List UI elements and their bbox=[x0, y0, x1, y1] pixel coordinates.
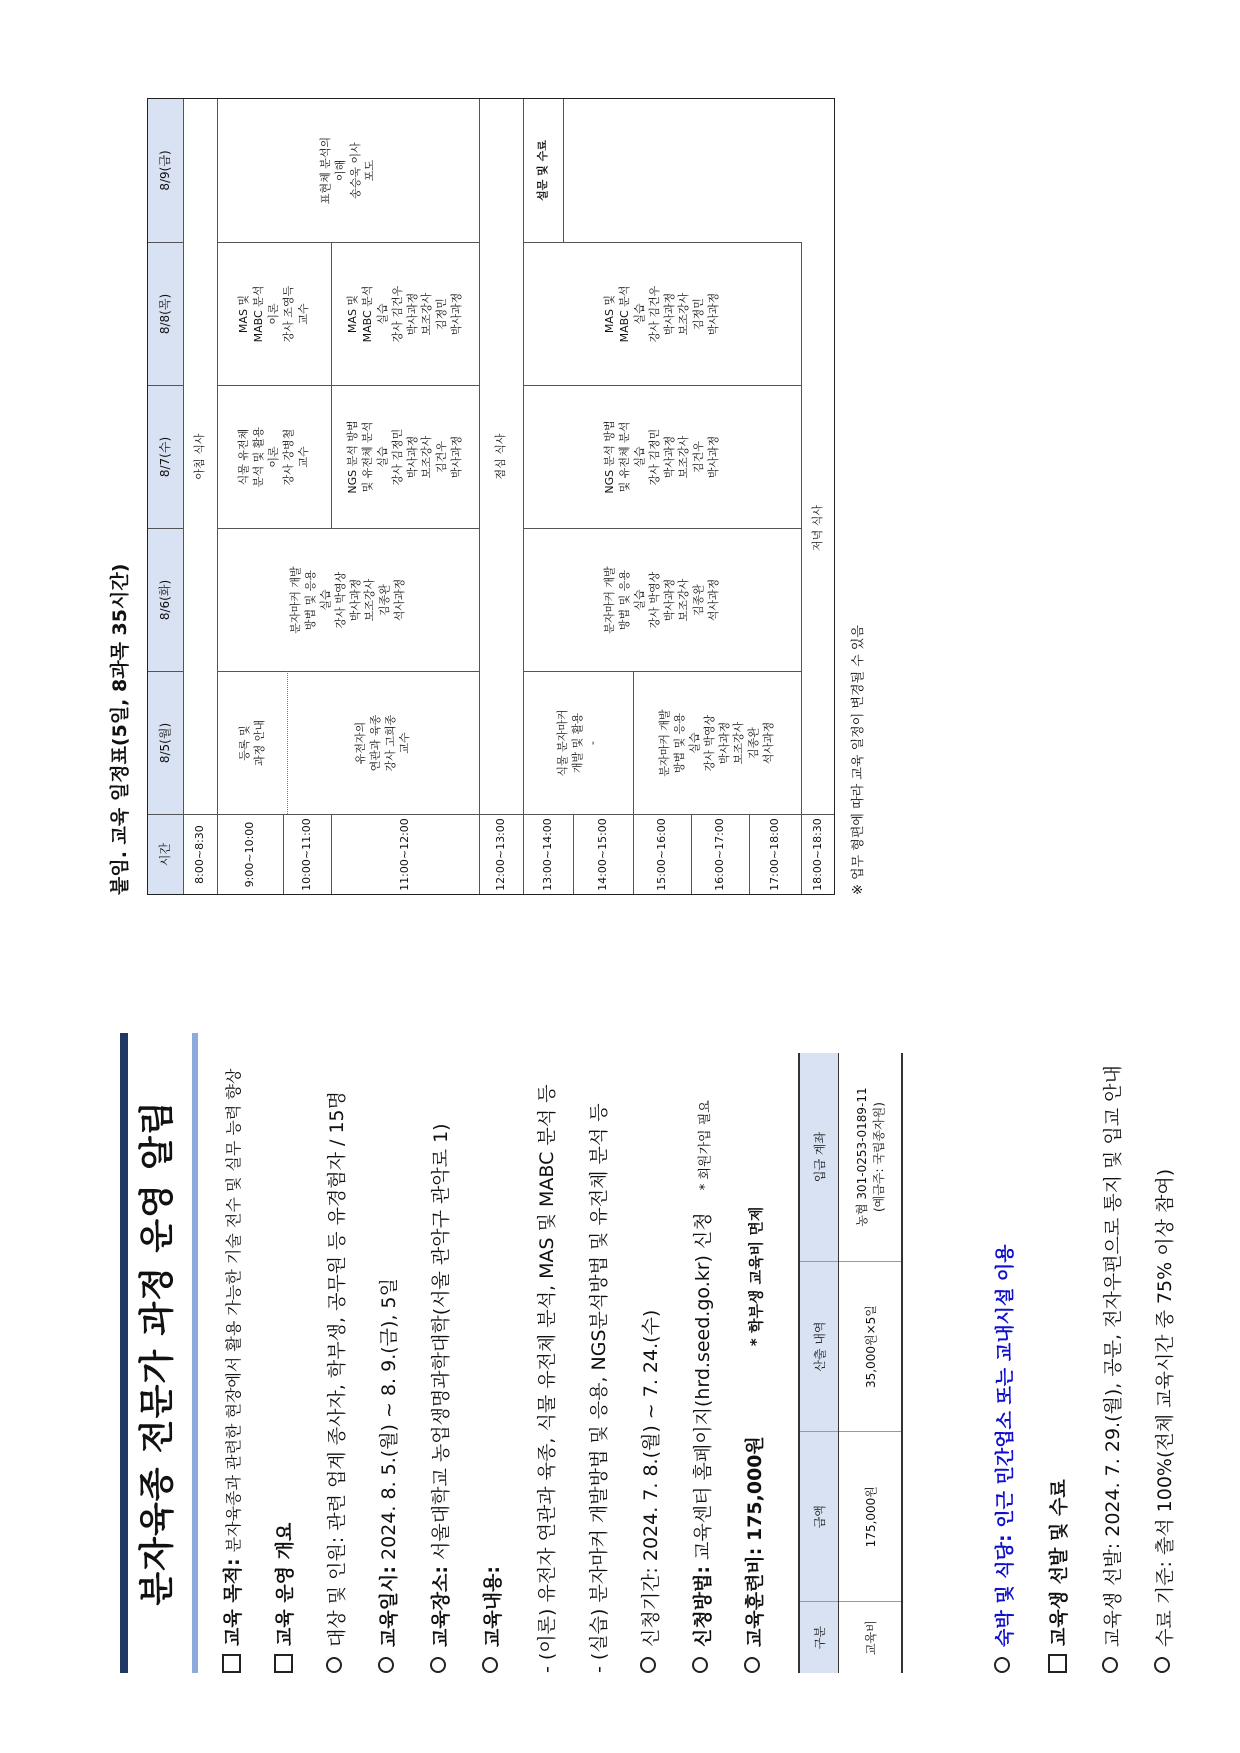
apply-period-text: 신청기간: 2024. 7. 8.(월) ~ 7. 24.(수) bbox=[640, 1309, 662, 1647]
content-line bbox=[478, 1566, 505, 1673]
fee-cell-category: 교육비 bbox=[839, 1602, 903, 1673]
fee-cell-account: 농협 301-0253-0189-11 (예금주: 국립종자원) bbox=[839, 1053, 903, 1262]
target-line bbox=[322, 1091, 349, 1673]
checkbox-square-icon bbox=[1048, 1654, 1067, 1673]
purpose-line bbox=[218, 1069, 245, 1673]
apply-method-text: 교육센터 홈페이지(hrd.seed.go.kr) 신청 bbox=[692, 1212, 714, 1560]
content-theory: - (이론) 유전자 연관과 육종, 식물 유전체 분석, MAS 및 MABC 분석 등 bbox=[536, 1084, 558, 1673]
completion-text: 수료 기준: 출석 100%(전체 교육시간 중 75% 이상 참여) bbox=[1154, 1168, 1176, 1647]
schedule-table bbox=[147, 98, 835, 895]
dinner-row: 저녁 식사 bbox=[810, 505, 824, 552]
fee-label: 교육훈련비: 175,000원 bbox=[744, 1436, 766, 1647]
overview-heading bbox=[270, 1523, 297, 1673]
fee-table bbox=[798, 1053, 903, 1673]
lunch-row: 점심 식사 bbox=[480, 99, 524, 814]
time-slot: 10:00~11:00 bbox=[284, 814, 332, 894]
circle-bullet-icon bbox=[744, 1657, 760, 1673]
circle-bullet-icon bbox=[1102, 1657, 1118, 1673]
place-text: 서울대학교 농업생명과학대학(서울 관악구 관악로 1) bbox=[430, 1123, 452, 1560]
header-wed: 8/7(수) bbox=[148, 385, 184, 528]
fee-line bbox=[740, 1207, 767, 1673]
selection-line bbox=[1098, 1065, 1125, 1673]
time-slot: 16:00~17:00 bbox=[692, 814, 750, 894]
mon-afternoon-lecture: 식물 분자마커 개발 및 활용 - bbox=[524, 671, 634, 814]
fee-cell-amount: 175,000원 bbox=[839, 1432, 903, 1602]
selection-heading bbox=[1044, 1479, 1071, 1673]
fri-morning-class: 표현체 분석의 이해 송승욱 이사 포도 bbox=[218, 99, 480, 242]
thu-morning-lecture: MAS 및 MABC 분석 이론 강사 조영득 교수 bbox=[218, 242, 332, 385]
title-bottom-bar bbox=[192, 1033, 198, 1673]
target-text: 대상 및 인원: 관련 업계 종사자, 학부생, 공무원 등 유경험자 / 15명 bbox=[326, 1091, 348, 1647]
time-slot: 18:00~18:30 bbox=[802, 814, 834, 894]
time-slot: 9:00~10:00 bbox=[218, 814, 284, 894]
checkbox-square-icon bbox=[222, 1654, 241, 1673]
wed-morning-practice: NGS 분석 방법 및 유전체 분석 실습 강사 김정민 박사과정 보조강사 김건우 박사과정 bbox=[332, 385, 480, 528]
notice-title-block bbox=[110, 1003, 198, 1673]
fri-completion: 설문 및 수료 bbox=[524, 99, 564, 242]
circle-bullet-icon bbox=[640, 1657, 656, 1673]
time-slot: 11:00~12:00 bbox=[332, 814, 480, 894]
completion-line bbox=[1150, 1169, 1177, 1673]
time-slot: 17:00~18:00 bbox=[750, 814, 802, 894]
selection-text: 교육생 선발: 2024. 7. 29.(월), 공문, 전자우편으로 통지 및 입교 안내 bbox=[1102, 1065, 1124, 1647]
time-slot: 8:00~8:30 bbox=[184, 814, 218, 894]
place-label: 교육장소: bbox=[430, 1565, 452, 1647]
lodging-line bbox=[990, 1244, 1017, 1673]
content-label: 교육내용: bbox=[482, 1565, 504, 1647]
header-mon: 8/5(월) bbox=[148, 671, 184, 814]
mon-registration: 등록 및 과정 안내 bbox=[218, 671, 288, 814]
fee-header-amount: 금액 bbox=[799, 1432, 839, 1602]
breakfast-row: 아침 식사 bbox=[184, 99, 218, 814]
wed-afternoon-class: NGS 분석 방법 및 유전체 분석 실습 강사 김정민 박사과정 보조강사 김건우 박사과정 bbox=[524, 385, 802, 528]
thu-afternoon-class: MAS 및 MABC 분석 실습 강사 김건우 박사과정 보조강사 김정민 박사과정 bbox=[524, 242, 802, 385]
header-fri: 8/9(금) bbox=[148, 99, 184, 242]
circle-bullet-icon bbox=[994, 1657, 1010, 1673]
time-slot: 12:00~13:00 bbox=[480, 814, 524, 894]
fee-cell-breakdown: 35,000원×5일 bbox=[839, 1262, 903, 1432]
lodging-text: 숙박 및 식당: 인근 민간업소 또는 교내시설 이용 bbox=[994, 1244, 1016, 1647]
purpose-text: 분자육종과 관련한 현장에서 활용 가능한 기술 전수 및 실무 능력 향상 bbox=[224, 1068, 243, 1553]
schedule-note: ※ 업무 형편에 따라 교육 일정이 변경될 수 있음 bbox=[851, 625, 866, 895]
place-line bbox=[426, 1123, 453, 1673]
date-text: 2024. 8. 5.(월) ~ 8. 9.(금), 5일 bbox=[378, 1278, 400, 1560]
circle-bullet-icon bbox=[1154, 1657, 1170, 1673]
header-time: 시간 bbox=[148, 814, 184, 894]
circle-bullet-icon bbox=[326, 1657, 342, 1673]
notice-section bbox=[110, 1003, 1176, 1673]
apply-method-line bbox=[688, 1100, 715, 1673]
circle-bullet-icon bbox=[378, 1657, 394, 1673]
mon-afternoon-practice: 분자마커 개발 방법 및 응용 실습 강사 박영상 박사과정 보조강사 김종완 석사과정 bbox=[634, 671, 802, 814]
circle-bullet-icon bbox=[430, 1657, 446, 1673]
time-slot: 15:00~16:00 bbox=[634, 814, 692, 894]
fee-header-breakdown: 산출 내역 bbox=[799, 1262, 839, 1432]
circle-bullet-icon bbox=[692, 1657, 708, 1673]
apply-note: * 회원가입 필요 bbox=[698, 1100, 713, 1191]
schedule-title: 붙임. 교육 일정표(5일, 8과목 35시간) bbox=[109, 563, 131, 895]
apply-period-line bbox=[636, 1310, 663, 1673]
date-line bbox=[374, 1278, 401, 1673]
selection-heading-text: 교육생 선발 및 수료 bbox=[1048, 1479, 1070, 1646]
fee-header-category: 구분 bbox=[799, 1602, 839, 1673]
circle-bullet-icon bbox=[482, 1657, 498, 1673]
content-practice: - (실습) 분자마커 개발방법 및 응용, NGS분석방법 및 유전체 분석 등 bbox=[588, 1103, 610, 1673]
wed-morning-lecture: 식물 유전체 분석 및 활용 이론 강사 강병철 교수 bbox=[218, 385, 332, 528]
checkbox-square-icon bbox=[274, 1654, 293, 1673]
fee-note: * 학부생 교육비 면제 bbox=[747, 1206, 765, 1347]
header-thu: 8/8(목) bbox=[148, 242, 184, 385]
title-top-bar bbox=[120, 1033, 128, 1673]
tue-afternoon-class: 분자마커 개발 방법 및 응용 실습 강사 박영상 박사과정 보조강사 김종완 석사과정 bbox=[524, 528, 802, 671]
notice-title: 분자육종 전문가 과정 운영 알림 bbox=[138, 1100, 178, 1606]
time-slot: 13:00~14:00 bbox=[524, 814, 574, 894]
fee-header-account: 입금 계좌 bbox=[799, 1053, 839, 1262]
date-label: 교육일시: bbox=[378, 1565, 400, 1647]
tue-morning-class: 분자마커 개발 방법 및 응용 실습 강사 박영상 박사과정 보조강사 김종완 석사과정 bbox=[218, 528, 480, 671]
purpose-label: 교육 목적: bbox=[222, 1558, 244, 1646]
apply-method-label: 신청방법: bbox=[692, 1565, 714, 1647]
mon-morning-class: 유전자의 연관과 육종 강사 고희종 교수 bbox=[288, 671, 480, 814]
time-slot: 14:00~15:00 bbox=[574, 814, 634, 894]
thu-morning-practice: MAS 및 MABC 분석 실습 강사 김건우 박사과정 보조강사 김정민 박사과정 bbox=[332, 242, 480, 385]
header-tue: 8/6(화) bbox=[148, 528, 184, 671]
overview-heading-text: 교육 운영 개요 bbox=[274, 1522, 296, 1646]
